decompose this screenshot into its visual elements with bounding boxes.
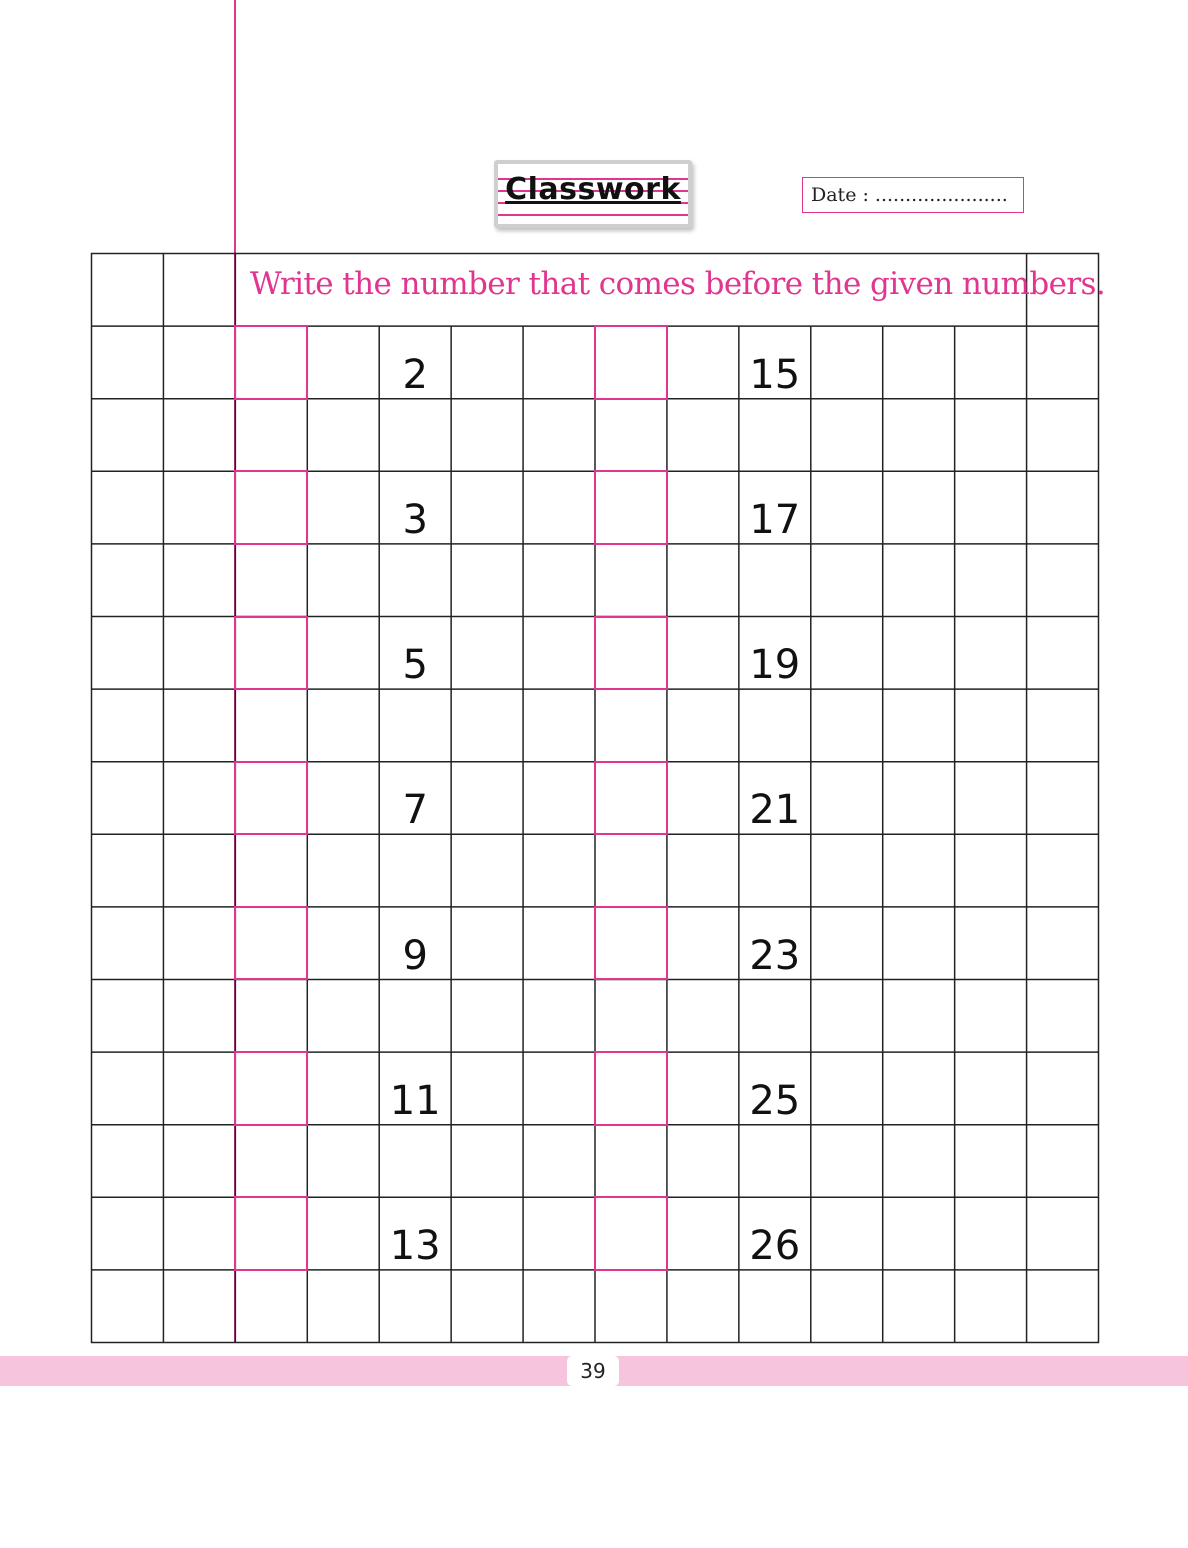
answer-box[interactable] bbox=[234, 1196, 308, 1271]
date-field[interactable]: Date : ...................... bbox=[802, 177, 1024, 213]
given-number: 13 bbox=[389, 1222, 441, 1269]
given-number: 21 bbox=[749, 787, 801, 834]
classwork-label: Classwork bbox=[505, 172, 681, 207]
given-number: 2 bbox=[402, 351, 428, 398]
given-number: 7 bbox=[402, 787, 428, 834]
answer-box[interactable] bbox=[594, 761, 668, 836]
given-number: 11 bbox=[389, 1077, 441, 1124]
given-number: 23 bbox=[749, 932, 801, 979]
given-number: 17 bbox=[749, 496, 801, 543]
answer-box[interactable] bbox=[594, 906, 668, 981]
answer-box[interactable] bbox=[234, 761, 308, 836]
answer-box[interactable] bbox=[594, 470, 668, 545]
page-number: 39 bbox=[567, 1356, 619, 1386]
given-number: 25 bbox=[749, 1077, 801, 1124]
answer-box[interactable] bbox=[234, 325, 308, 400]
given-number: 5 bbox=[402, 642, 428, 689]
answer-box[interactable] bbox=[594, 616, 668, 691]
given-number: 3 bbox=[402, 496, 428, 543]
classwork-badge bbox=[494, 160, 692, 228]
answer-box[interactable] bbox=[594, 1196, 668, 1271]
given-number: 9 bbox=[402, 932, 428, 979]
answer-box[interactable] bbox=[594, 1051, 668, 1126]
answer-box[interactable] bbox=[234, 616, 308, 691]
answer-box[interactable] bbox=[234, 906, 308, 981]
instruction-text: Write the number that comes before the given numbers. bbox=[250, 266, 1106, 302]
answer-box[interactable] bbox=[594, 325, 668, 400]
given-number: 19 bbox=[749, 642, 801, 689]
given-number: 15 bbox=[749, 351, 801, 398]
answer-box[interactable] bbox=[234, 470, 308, 545]
given-number: 26 bbox=[749, 1222, 801, 1269]
answer-box[interactable] bbox=[234, 1051, 308, 1126]
